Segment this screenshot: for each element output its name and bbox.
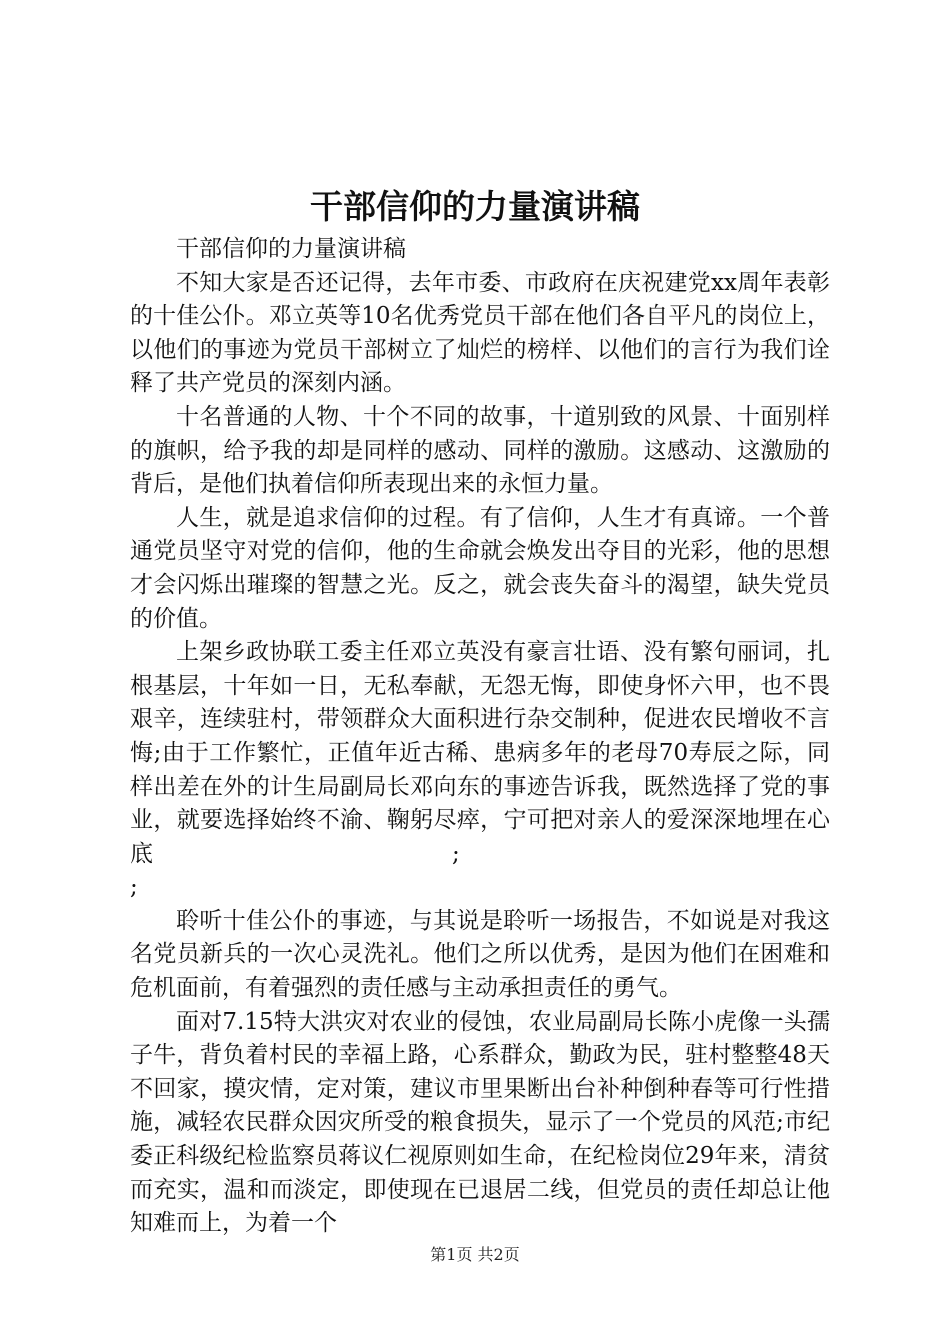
paragraph-subtitle: 干部信仰的力量演讲稿 [176,236,406,262]
paragraph: 不知大家是否还记得，去年市委、市政府在庆祝建党xx周年表彰的十佳公仆。邓立英等10名优秀党员干部在他们各自平凡的岗位上，以他们的事迹为党员干部树立了灿烂的榜样、以他们的言行为我们诠释了共产党员的深刻内涵。 [130,269,830,397]
paragraph: 上架乡政协联工委主任邓立英没有豪言壮语、没有繁句丽词，扎根基层，十年如一日，无私奉献，无怨无悔，即使身怀六甲，也不畏艰辛，连续驻村，带领群众大面积进行杂交制种，促进农民增收不言悔;由于工作繁忙，正值年近古稀、患病多年的老母70寿辰之际，同样出差在外的计生局副局长邓向东的事迹告诉我，既然选择了党的事业，就要选择始终不渝、鞠躬尽瘁，宁可把对亲人的爱深深地埋在心底 ; [130,639,830,867]
document-body [130,233,830,1241]
page-footer: 第1页 共2页 [430,1245,520,1264]
paragraph: 十名普通的人物、十个不同的故事，十道别致的风景、十面别样的旗帜，给予我的却是同样的感动、同样的激励。这感动、这激励的背后，是他们执着信仰所表现出来的永恒力量。 [130,403,830,498]
paragraph: 面对7.15特大洪灾对农业的侵蚀，农业局副局长陈小虎像一头孺子牛，背负着村民的幸福上路，心系群众，勤政为民，驻村整整48天不回家，摸灾情，定对策，建议市里果断出台补种倒种春等可行性措施，减轻农民群众因灾所受的粮食损失，显示了一个党员的风范;市纪委正科级纪检监察员蒋议仁视原则如生命，在纪检岗位29年来，清贫而充实，温和而淡定，即使现在已退居二线，但党员的责任却总让他知难而上，为着一个 [130,1008,830,1237]
paragraph: 人生，就是追求信仰的过程。有了信仰，人生才有真谛。一个普通党员坚守对党的信仰，他的生命就会焕发出夺目的光彩，他的思想才会闪烁出璀璨的智慧之光。反之，就会丧失奋斗的渴望，缺失党员的价值。 [130,504,830,632]
document-title: 干部信仰的力量演讲稿 [310,187,640,226]
paragraph-fragment: ; [130,874,138,901]
paragraph: 聆听十佳公仆的事迹，与其说是聆听一场报告，不如说是对我这名党员新兵的一次心灵洗礼。他们之所以优秀，是因为他们在困难和危机面前，有着强烈的责任感与主动承担责任的勇气。 [130,907,830,1002]
